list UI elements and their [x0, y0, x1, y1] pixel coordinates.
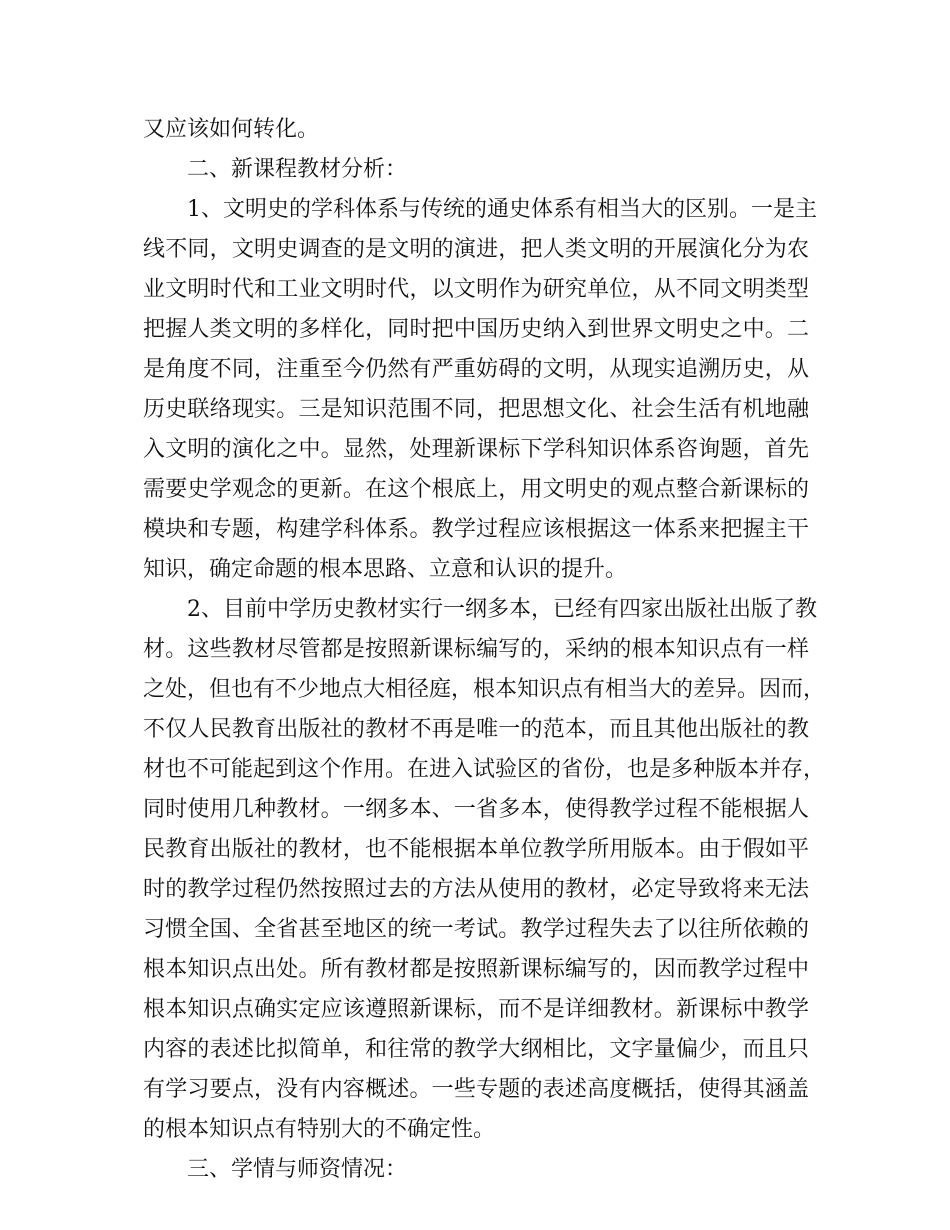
paragraph-line: 模块和专题，构建学科体系。教学过程应该根据这一体系来把握主干 [143, 517, 809, 542]
section-heading: 二、新课程教材分析： [187, 157, 408, 182]
paragraph-line: 入文明的演化之中。显然，处理新课标下学科知识体系咨询题，首先 [143, 437, 809, 462]
paragraph-line: 的根本知识点有特别大的不确定性。 [143, 1117, 496, 1142]
paragraph-line: 业文明时代和工业文明时代，以文明作为研究单位，从不同文明类型 [143, 277, 809, 302]
paragraph-line: 根本知识点出处。所有教材都是按照新课标编写的，因而教学过程中 [143, 957, 809, 982]
paragraph-line: 根本知识点确实定应该遵照新课标，而不是详细教材。新课标中教学 [143, 997, 809, 1022]
paragraph-line: 有学习要点，没有内容概述。一些专题的表述高度概括，使得其涵盖 [143, 1077, 809, 1102]
paragraph-line: 材也不可能起到这个作用。在进入试验区的省份，也是多种版本并存， [143, 757, 826, 782]
paragraph-line: 之处，但也有不少地点大相径庭，根本知识点有相当大的差异。因而， [143, 677, 826, 702]
paragraph-line: 线不同，文明史调查的是文明的演进，把人类文明的开展演化分为农 [143, 237, 809, 262]
paragraph-line: 时的教学过程仍然按照过去的方法从使用的教材，必定导致将来无法 [143, 877, 809, 902]
document-body [143, 110, 826, 1190]
paragraph-line: 又应该如何转化。 [143, 117, 320, 142]
paragraph-line: 知识，确定命题的根本思路、立意和认识的提升。 [143, 557, 628, 582]
paragraph-line: 民教育出版社的教材，也不能根据本单位教学所用版本。由于假如平 [143, 837, 809, 862]
paragraph-line: 内容的表述比拟简单，和往常的教学大纲相比，文字量偏少，而且只 [143, 1037, 809, 1062]
paragraph-line: 历史联络现实。三是知识范围不同，把思想文化、社会生活有机地融 [143, 397, 809, 422]
section-heading: 三、学情与师资情况： [187, 1157, 408, 1182]
paragraph-line: 是角度不同，注重至今仍然有严重妨碍的文明，从现实追溯历史，从 [143, 357, 809, 382]
paragraph-line: 不仅人民教育出版社的教材不再是唯一的范本，而且其他出版社的教 [143, 717, 809, 742]
paragraph-line: 需要史学观念的更新。在这个根底上，用文明史的观点整合新课标的 [143, 477, 809, 502]
paragraph-line: 1、文明史的学科体系与传统的通史体系有相当大的区别。一是主 [187, 197, 817, 222]
paragraph-line: 材。这些教材尽管都是按照新课标编写的，采纳的根本知识点有一样 [143, 637, 809, 662]
paragraph-line: 把握人类文明的多样化，同时把中国历史纳入到世界文明史之中。二 [143, 317, 809, 342]
paragraph-line: 同时使用几种教材。一纲多本、一省多本，使得教学过程不能根据人 [143, 797, 809, 822]
paragraph-line: 2、目前中学历史教材实行一纲多本，已经有四家出版社出版了教 [187, 597, 817, 622]
paragraph-line: 习惯全国、全省甚至地区的统一考试。教学过程失去了以往所依赖的 [143, 917, 809, 942]
